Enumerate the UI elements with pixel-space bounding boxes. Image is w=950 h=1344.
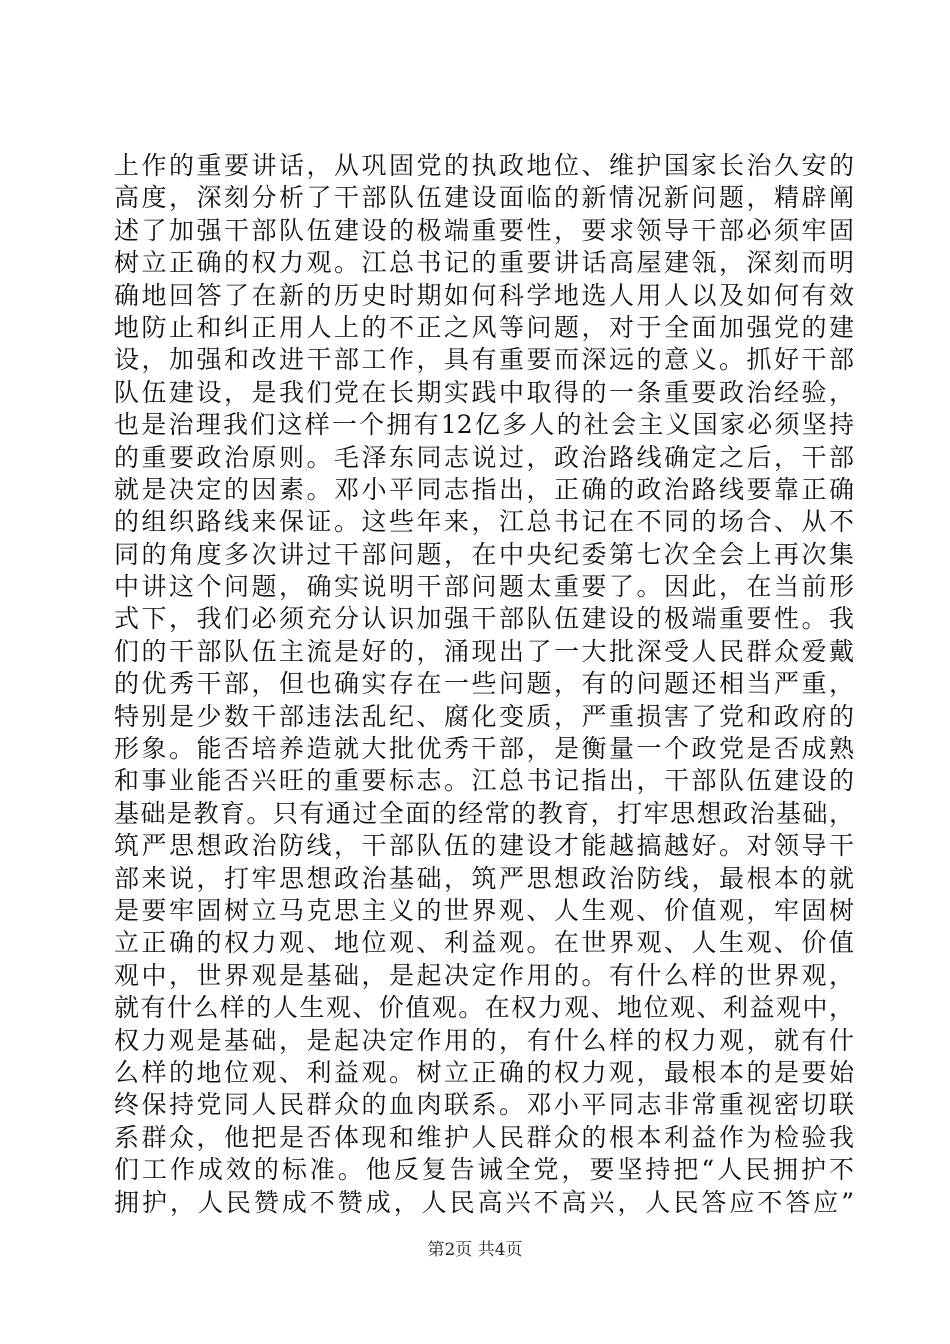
text-line: 的优秀干部，但也确实存在一些问题，有的问题还相当严重， — [114, 669, 854, 699]
text-line: 形象。能否培养造就大批优秀干部，是衡量一个政党是否成熟 — [114, 734, 854, 764]
text-line: 也是治理我们这样一个拥有12亿多人的社会主义国家必须坚持 — [114, 410, 854, 440]
text-line: 上作的重要讲话，从巩固党的执政地位、维护国家长治久安的 — [114, 151, 854, 180]
body-text — [114, 150, 854, 1219]
text-line: 是要牢固树立马克思主义的世界观、人生观、价值观，牢固树 — [114, 895, 854, 925]
text-line: 树立正确的权力观。江总书记的重要讲话高屋建瓴，深刻而明 — [114, 248, 854, 278]
text-line: 就是决定的因素。邓小平同志指出，正确的政治路线要靠正确 — [114, 474, 854, 504]
text-line: 的组织路线来保证。这些年来，江总书记在不同的场合、从不 — [114, 507, 854, 537]
text-line: 队伍建设，是我们党在长期实践中取得的一条重要政治经验， — [114, 377, 854, 407]
text-line: 观中，世界观是基础，是起决定作用的。有什么样的世界观， — [114, 960, 854, 990]
text-line: 和事业能否兴旺的重要标志。江总书记指出，干部队伍建设的 — [114, 766, 854, 796]
text-line: 终保持党同人民群众的血肉联系。邓小平同志非常重视密切联 — [114, 1090, 854, 1120]
text-line: 中讲这个问题，确实说明干部问题太重要了。因此，在当前形 — [114, 572, 854, 602]
text-line: 基础是教育。只有通过全面的经常的教育，打牢思想政治基础， — [114, 798, 854, 828]
text-line: 的重要政治原则。毛泽东同志说过，政治路线确定之后，干部 — [114, 442, 854, 472]
text-line: 就有什么样的人生观、价值观。在权力观、地位观、利益观中， — [114, 993, 854, 1023]
text-line: 系群众，他把是否体现和维护人民群众的根本利益作为检验我 — [114, 1122, 854, 1152]
text-line: 部来说，打牢思想政治基础，筑严思想政治防线，最根本的就 — [114, 863, 854, 893]
text-line: 特别是少数干部违法乱纪、腐化变质，严重损害了党和政府的 — [114, 701, 854, 731]
text-line: 权力观是基础，是起决定作用的，有什么样的权力观，就有什 — [114, 1025, 854, 1055]
text-line: 们工作成效的标准。他反复告诫全党，要坚持把“人民拥护不 — [114, 1155, 854, 1185]
text-line: 筑严思想政治防线，干部队伍的建设才能越搞越好。对领导干 — [114, 831, 854, 861]
text-line: 设，加强和改进干部工作，具有重要而深远的意义。抓好干部 — [114, 345, 854, 375]
text-line: 们的干部队伍主流是好的，涌现出了一大批深受人民群众爱戴 — [114, 636, 854, 666]
page-number-footer: 第2页 共4页 — [427, 1240, 523, 1260]
text-line: 述了加强干部队伍建设的极端重要性，要求领导干部必须牢固 — [114, 215, 854, 245]
text-line: 拥护，人民赞成不赞成，人民高兴不高兴，人民答应不答应” — [114, 1187, 854, 1217]
text-line: 同的角度多次讲过干部问题，在中央纪委第七次全会上再次集 — [114, 539, 854, 569]
text-line: 地防止和纠正用人上的不正之风等问题，对于全面加强党的建 — [114, 312, 854, 342]
text-line: 确地回答了在新的历史时期如何科学地选人用人以及如何有效 — [114, 280, 854, 310]
text-line: 立正确的权力观、地位观、利益观。在世界观、人生观、价值 — [114, 928, 854, 958]
text-line: 式下，我们必须充分认识加强干部队伍建设的极端重要性。我 — [114, 604, 854, 634]
text-line: 高度，深刻分析了干部队伍建设面临的新情况新问题，精辟阐 — [114, 183, 854, 213]
text-line: 么样的地位观、利益观。树立正确的权力观，最根本的是要始 — [114, 1057, 854, 1087]
